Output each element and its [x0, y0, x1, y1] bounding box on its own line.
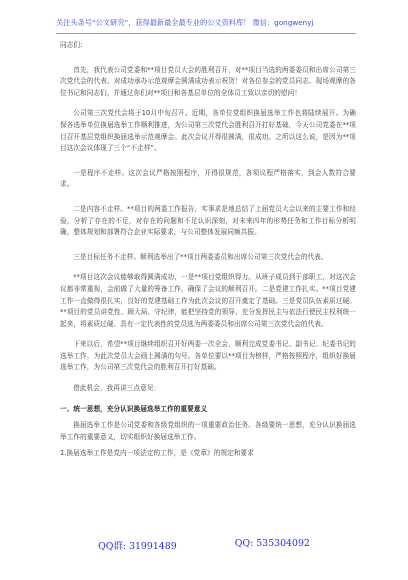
subpoint-heading: 1.换届选举工作是党内一项法定的工作，是《党章》的规定和要求	[60, 449, 254, 458]
qq-number: QQ: 535304092	[234, 538, 310, 549]
paragraph-background: 公司第三次党代会将于10月中旬召开。近期，各单位党组织换届选举工作也将陆续展开。为确保各选举单位换届选举工作顺利推进，为公司第三次党代会胜利召开打好基础，今天公司党委在**项目召开基层党组织换届选举示范观摩会。此次会议开得很圆满，很成功。之所以这么说，是因为**项目这次会议体现了三个“不走样”。	[60, 109, 356, 153]
paragraph-transition: 借此机会，我再讲三点意见：	[73, 384, 161, 393]
paragraph-congratulations: 首先，我代表公司党委和**项目党员大会的胜利召开，对**项目当选的两委委员和出席公司第三次党代会的代表、对成功承办示范观摩会圆满成功表示祝贺！对各位参会的党员同志、现场观摩的各位书记和同志们，并通过你们对**项目和各基层单位的全体员工致以亲切的慰问！	[60, 65, 356, 97]
greeting: 同志们:	[60, 41, 83, 49]
paragraph-point-three: 三是目标任务不走样。顺利选举出了**项目两委委员和出席公司第三次党代会的代表。	[73, 252, 328, 261]
paragraph-success-reasons: **项目这次会议能够取得圆满成功，一是**项目党组织得力。从班子成员到干部职工，对这次会议都非常重视，会前做了大量的筹备工作，确保了会议的顺利召开。二是党建工作扎实。**项目党建工作一直做得很扎实，良好的党建基础工作为此次会议的召开奠定了基础。三是党员队伍素质过硬。**项目的党员讲党性、顾大局、守纪律，能把坚持党的领导、充分发挥民主与依法行使民主权利统一起来，将素质过硬、具有一定代表性的党员选为两委委员和出席公司第三次党代会的代表。	[60, 273, 356, 328]
header-divider	[56, 33, 356, 34]
section-heading: 一、统一思想，充分认识换届选举工作的重要意义	[60, 404, 208, 413]
speech-body	[60, 40, 356, 460]
section-paragraph: 换届选举工作是公司党委和各级党组织的一项重要政治任务。各级要统一思想，充分认识换届选举工作的重要意义，切实组织好换届选举工作。	[60, 421, 356, 441]
promo-banner: 关注头条号“公文研究”，获得最新最全最专业的公文资料库！ 微信：gongwenyj	[56, 18, 314, 27]
paragraph-point-two: 二是内容不走样。**项目的两委工作报告，实事求是地总结了上届党员大会以来的主要工作和经验，分析了存在的不足，对存在的问题和不足认识深刻，对未来四年的形势任务和工作目标分析明确，整体规划和部署符合企业实际要求，与公司整体发展同频共振。	[60, 204, 356, 237]
contact-footer	[0, 538, 408, 552]
qq-group-number: QQ群: 31991489	[98, 541, 177, 552]
paragraph-point-one: 一是程序不走样。这次会议严格按照程序，开得很规范，各项议程严格落实，到会人数符合要求。	[60, 168, 356, 189]
paragraph-next-steps: 下来以后，希望**项目继续组织召开好两委一次全会，顺利完成党委书记、副书记、纪委书记的选举工作，为此次党员大会画上圆满的句号。各单位要以**项目为榜样，严格按照程序，组织好换届选举工作，为公司第三次党代会的胜利召开打好基础。	[60, 340, 356, 372]
